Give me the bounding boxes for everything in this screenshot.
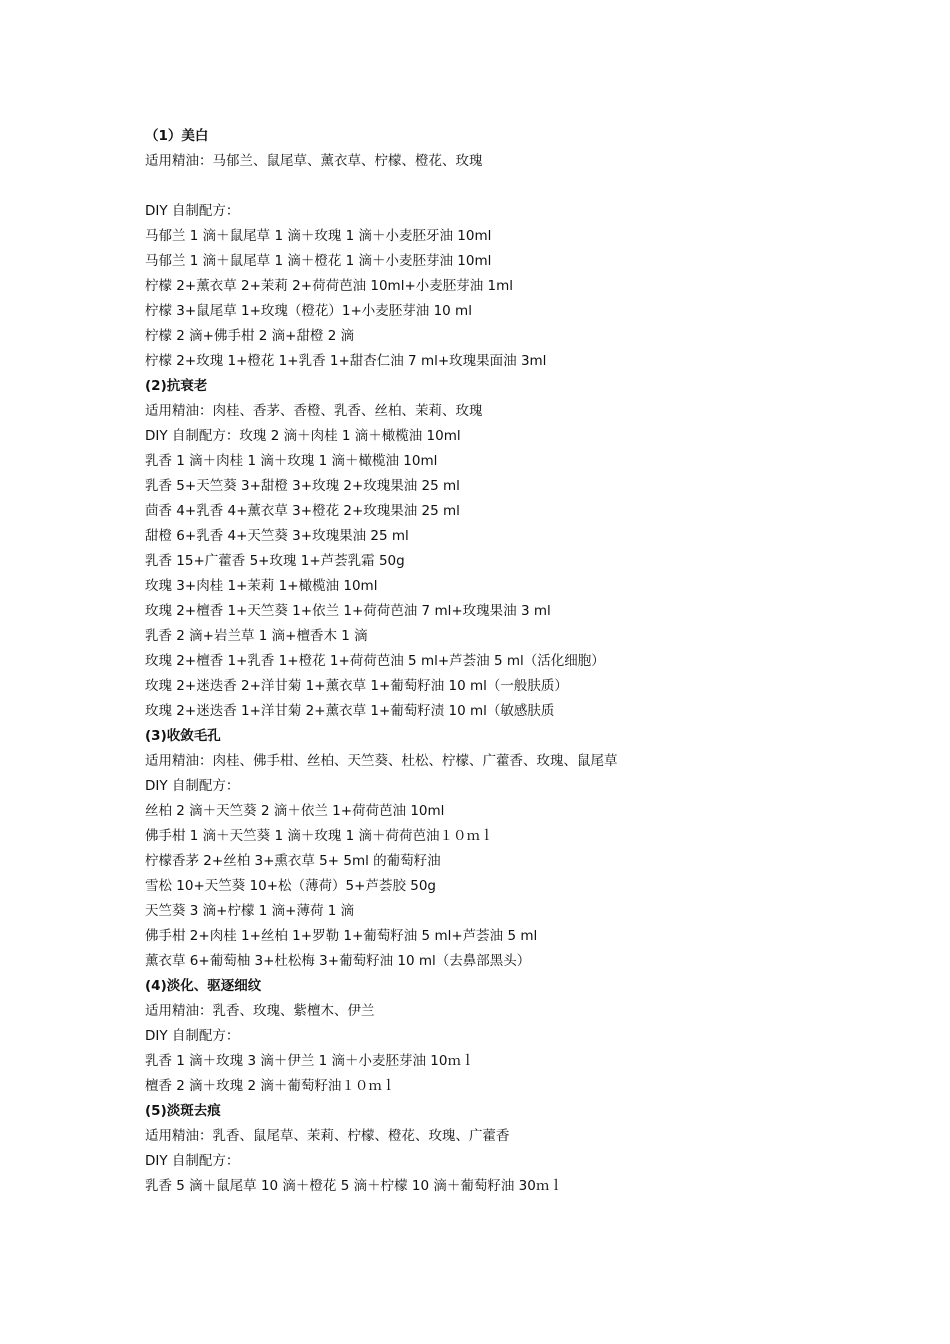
- recipe-line: 玫瑰 3+肉桂 1+茉莉 1+橄榄油 10ml: [145, 578, 378, 594]
- recipe-line: 玫瑰 2+迷迭香 2+洋甘菊 1+薰衣草 1+葡萄籽油 10 ml（一般肤质）: [145, 678, 568, 694]
- recipe-line: 薰衣草 6+葡萄柚 3+杜松梅 3+葡萄籽油 10 ml（去鼻部黑头）: [145, 953, 531, 969]
- recipe-line: 柠檬 2+玫瑰 1+橙花 1+乳香 1+甜杏仁油 7 ml+玫瑰果面油 3ml: [145, 353, 547, 369]
- section-heading-spot-fading: (5)淡斑去痕: [145, 1103, 221, 1119]
- section-oils: 适用精油：乳香、玫瑰、紫檀木、伊兰: [145, 1003, 375, 1019]
- section-heading-whitening: （1）美白: [145, 128, 209, 144]
- diy-label: DIY 自制配方：: [145, 1028, 240, 1044]
- section-oils: 适用精油：马郁兰、鼠尾草、薰衣草、柠檬、橙花、玫瑰: [145, 153, 483, 169]
- document-body: [145, 124, 905, 1199]
- recipe-line: 马郁兰 1 滴＋鼠尾草 1 滴＋橙花 1 滴＋小麦胚芽油 10ml: [145, 253, 492, 269]
- recipe-line: 乳香 1 滴＋肉桂 1 滴＋玫瑰 1 滴＋橄榄油 10ml: [145, 453, 438, 469]
- section-heading-anti-aging: (2)抗衰老: [145, 378, 208, 394]
- recipe-line: 乳香 1 滴＋玫瑰 3 滴＋伊兰 1 滴＋小麦胚芽油 10ｍｌ: [145, 1053, 475, 1069]
- recipe-line: 玫瑰 2+檀香 1+天竺葵 1+依兰 1+荷荷芭油 7 ml+玫瑰果油 3 ml: [145, 603, 551, 619]
- recipe-line: 乳香 2 滴+岩兰草 1 滴+檀香木 1 滴: [145, 628, 368, 644]
- recipe-line: 玫瑰 2+檀香 1+乳香 1+橙花 1+荷荷芭油 5 ml+芦荟油 5 ml（活化细胞）: [145, 653, 605, 669]
- recipe-line: 玫瑰 2+迷迭香 1+洋甘菊 2+薰衣草 1+葡萄籽渍 10 ml（敏感肤质: [145, 703, 555, 719]
- recipe-line: 茴香 4+乳香 4+薰衣草 3+橙花 2+玫瑰果油 25 ml: [145, 503, 460, 519]
- section-oils: 适用精油：肉桂、香茅、香橙、乳香、丝柏、茉莉、玫瑰: [145, 403, 483, 419]
- recipe-line: 柠檬 2+薰衣草 2+茉莉 2+荷荷芭油 10ml+小麦胚芽油 1ml: [145, 278, 514, 294]
- recipe-line: 檀香 2 滴＋玫瑰 2 滴＋葡萄籽油１０ｍｌ: [145, 1078, 396, 1094]
- recipe-line: 甜橙 6+乳香 4+天竺葵 3+玫瑰果油 25 ml: [145, 528, 409, 544]
- recipe-line: 乳香 15+广藿香 5+玫瑰 1+芦荟乳霜 50g: [145, 553, 405, 569]
- section-oils: 适用精油：肉桂、佛手柑、丝柏、天竺葵、杜松、柠檬、广藿香、玫瑰、鼠尾草: [145, 753, 618, 769]
- recipe-line: 丝柏 2 滴＋天竺葵 2 滴＋依兰 1+荷荷芭油 10ml: [145, 803, 445, 819]
- recipe-line: 柠檬 2 滴+佛手柑 2 滴+甜橙 2 滴: [145, 328, 355, 344]
- recipe-line: 佛手柑 1 滴＋天竺葵 1 滴＋玫瑰 1 滴＋荷荷芭油１０ｍｌ: [145, 828, 494, 844]
- recipe-line: 乳香 5 滴＋鼠尾草 10 滴＋橙花 5 滴＋柠檬 10 滴＋葡萄籽油 30ｍｌ: [145, 1178, 563, 1194]
- recipe-line: 乳香 5+天竺葵 3+甜橙 3+玫瑰 2+玫瑰果油 25 ml: [145, 478, 460, 494]
- section-heading-fine-lines: (4)淡化、驱逐细纹: [145, 978, 262, 994]
- recipe-line: 柠檬 3+鼠尾草 1+玫瑰（橙花）1+小麦胚芽油 10 ml: [145, 303, 472, 319]
- diy-label: DIY 自制配方：: [145, 778, 240, 794]
- diy-label: DIY 自制配方：: [145, 1153, 240, 1169]
- section-heading-pore-tightening: (3)收敛毛孔: [145, 728, 221, 744]
- recipe-line: 雪松 10+天竺葵 10+松（薄荷）5+芦荟胶 50g: [145, 878, 437, 894]
- recipe-line: 马郁兰 1 滴＋鼠尾草 1 滴＋玫瑰 1 滴＋小麦胚牙油 10ml: [145, 228, 492, 244]
- diy-label: DIY 自制配方：玫瑰 2 滴＋肉桂 1 滴＋橄榄油 10ml: [145, 428, 461, 444]
- blank-line: [145, 174, 905, 199]
- recipe-line: 天竺葵 3 滴+柠檬 1 滴+薄荷 1 滴: [145, 903, 355, 919]
- section-oils: 适用精油：乳香、鼠尾草、茉莉、柠檬、橙花、玫瑰、广藿香: [145, 1128, 510, 1144]
- recipe-line: 佛手柑 2+肉桂 1+丝柏 1+罗勒 1+葡萄籽油 5 ml+芦荟油 5 ml: [145, 928, 538, 944]
- recipe-line: 柠檬香茅 2+丝柏 3+熏衣草 5+ 5ml 的葡萄籽油: [145, 853, 441, 869]
- diy-label: DIY 自制配方：: [145, 203, 240, 219]
